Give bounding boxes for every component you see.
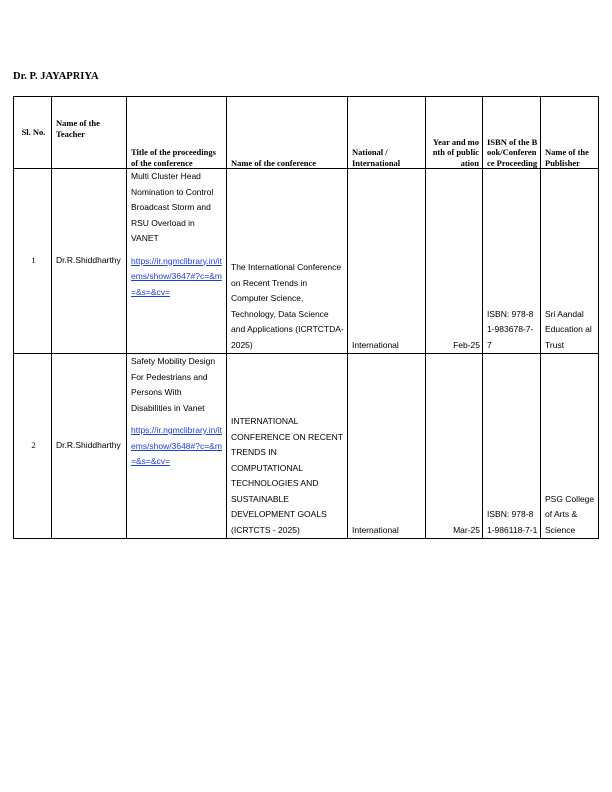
row-isbn: ISBN: 978-81-983678-7-7	[483, 169, 541, 354]
row-title-cell	[127, 354, 227, 539]
row-sl-no: 1	[14, 169, 52, 354]
header-isbn: ISBN of the Book/Conference Proceeding	[483, 97, 541, 169]
row-conference: The International Conference on Recent Trends in Computer Science, Technology, Data Science and Applications (ICRTCTDA-2025)	[227, 169, 348, 354]
row-conference: INTERNATIONAL CONFERENCE ON RECENT TRENDS IN COMPUTATIONAL TECHNOLOGIES AND SUSTAINABLE DEVELOPMENT GOALS (ICRTCTS - 2025)	[227, 354, 348, 539]
row-link[interactable]: https://ir.ngmclibrary.in/items/show/3648#?c=&m=&s=&cv=	[131, 425, 223, 466]
header-publisher: Name of the Publisher	[541, 97, 599, 169]
header-teacher: Name of the Teacher	[52, 97, 127, 169]
table-row	[14, 169, 599, 354]
row-teacher: Dr.R.Shiddharthy	[52, 354, 127, 539]
row-title: Multi Cluster Head Nomination to Control Broadcast Storm and RSU Overload in VANET	[131, 171, 214, 243]
row-scope: International	[348, 354, 426, 539]
header-title: Title of the proceedings of the conference	[127, 97, 227, 169]
row-year: Feb-25	[426, 169, 483, 354]
row-scope: International	[348, 169, 426, 354]
row-teacher: Dr.R.Shiddharthy	[52, 169, 127, 354]
table-row	[14, 354, 599, 539]
header-row	[14, 97, 599, 169]
row-title: Safety Mobility Design For Pedestrians and Persons With Disabilities in Vanet	[131, 356, 216, 413]
row-title-cell	[127, 169, 227, 354]
row-publisher: PSG College of Arts & Science	[541, 354, 599, 539]
page-title: Dr. P. JAYAPRIYA	[13, 71, 99, 82]
row-publisher: Sri Aandal Education al Trust	[541, 169, 599, 354]
header-conference: Name of the conference	[227, 97, 348, 169]
header-sl-no: Sl. No.	[14, 97, 52, 169]
proceedings-table	[13, 96, 599, 539]
row-link[interactable]: https://ir.ngmclibrary.in/items/show/3647#?c=&m=&s=&cv=	[131, 255, 223, 297]
row-isbn: ISBN: 978-81-986118-7-1	[483, 354, 541, 539]
header-year: Year and month of publication	[426, 97, 483, 169]
header-scope: National / International	[348, 97, 426, 169]
row-sl-no: 2	[14, 354, 52, 539]
row-year: Mar-25	[426, 354, 483, 539]
